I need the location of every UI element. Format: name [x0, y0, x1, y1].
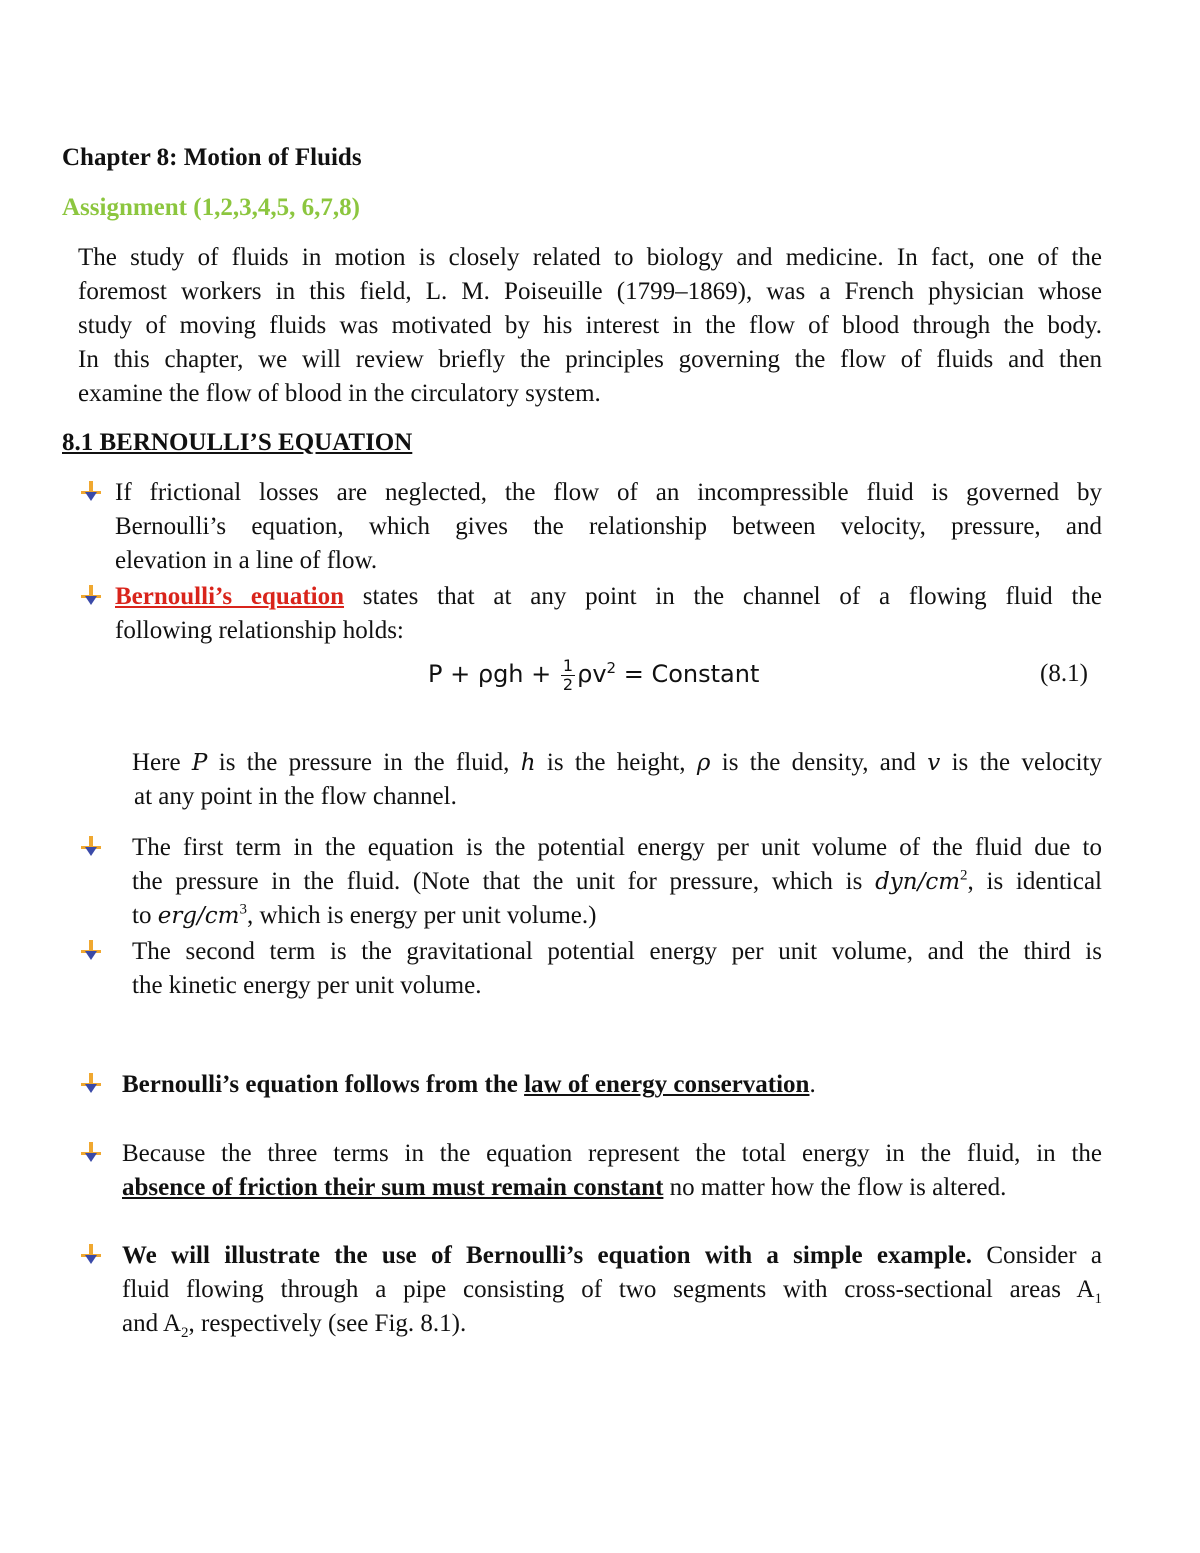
bullet-total-energy: Because the three terms in the equation represent the total energy in the fluid, in the absence of friction their sum must remain constant no matter how the flow is altered.: [122, 1140, 1102, 1201]
law-of-energy-conservation: law of energy conservation: [524, 1071, 810, 1098]
equation-left: P + ρgh +: [428, 660, 552, 688]
bullet-frictional-losses: [115, 476, 1102, 578]
equation-number: (8.1): [1040, 660, 1088, 687]
arrow-bullet-icon: [80, 835, 102, 857]
intro-line: foremost workers in this field, L. M. Poiseuille (1799–1869), was a French physician whose: [78, 278, 1102, 305]
arrow-bullet-icon: [80, 480, 102, 502]
bullet-first-term: The first term in the equation is the potential energy per unit volume of the fluid due to the pressure in the fluid. (Note that the unit for pressure, which is dyn/$cm^2$, is identical to erg/$cm^3$, which is energy per unit volume.): [132, 834, 1102, 929]
bullet-energy-conservation: Bernoulli’s equation follows from the law of energy conservation.: [122, 1071, 816, 1098]
bernoulli-equation: P + ρgh + $\frac{1}{2}$ $\rho v^2$ = Constant: [428, 655, 760, 694]
arrow-bullet-icon: [80, 584, 102, 606]
absence-of-friction-term: absence of friction their sum must remain constant: [122, 1174, 664, 1201]
bullet-line: Bernoulli’s equation, which gives the relationship between velocity, pressure, and: [115, 513, 1102, 540]
bullet-example: We will illustrate the use of Bernoulli’s equation with a simple example. Consider a fluid flowing through a pipe consisting of two segments with cross-sectional areas $A_1$ and $A_2$, respectively (see Fig. 8.1).: [122, 1242, 1103, 1341]
chapter-title: Chapter 8: Motion of Fluids: [62, 144, 362, 171]
arrow-bullet-icon: [80, 939, 102, 961]
arrow-bullet-icon: [80, 1072, 102, 1094]
equation-right: = Constant: [623, 660, 760, 688]
intro-line: examine the flow of blood in the circulatory system.: [78, 380, 601, 407]
bullet-line: following relationship holds:: [115, 617, 404, 644]
bernoulli-equation-term: Bernoulli’s equation: [115, 583, 345, 610]
bullet-bernoulli-statement: [115, 580, 1102, 648]
intro-paragraph: [78, 241, 1102, 411]
arrow-bullet-icon: [80, 1141, 102, 1163]
bullet-line: If frictional losses are neglected, the flow of an incompressible fluid is governed by: [115, 479, 1102, 506]
fraction-one-half: $\frac{1}{2}$: [562, 655, 574, 694]
variable-definitions: Here P is the pressure in the fluid, h is the height, ρ is the density, and v is the velocity at any point in the flow channel.: [132, 749, 1103, 810]
bullet-text: states that at any point in the channel of a flowing fluid the: [344, 583, 1103, 610]
bullet-second-term: The second term is the gravitational potential energy per unit volume, and the third is the kinetic energy per unit volume.: [132, 938, 1102, 999]
assignment-line: Assignment (1,2,3,4,5, 6,7,8): [62, 194, 360, 221]
bullet-line: elevation in a line of flow.: [115, 547, 378, 574]
section-heading: 8.1 BERNOULLI’S EQUATION: [62, 429, 413, 456]
arrow-bullet-icon: [80, 1243, 102, 1265]
intro-line: The study of fluids in motion is closely related to biology and medicine. In fact, one of the: [78, 244, 1102, 271]
equation-rho-v: ρv: [577, 660, 607, 688]
intro-line: In this chapter, we will review briefly the principles governing the flow of fluids and then: [78, 346, 1102, 373]
intro-line: study of moving fluids was motivated by his interest in the flow of blood through the body.: [78, 312, 1102, 339]
